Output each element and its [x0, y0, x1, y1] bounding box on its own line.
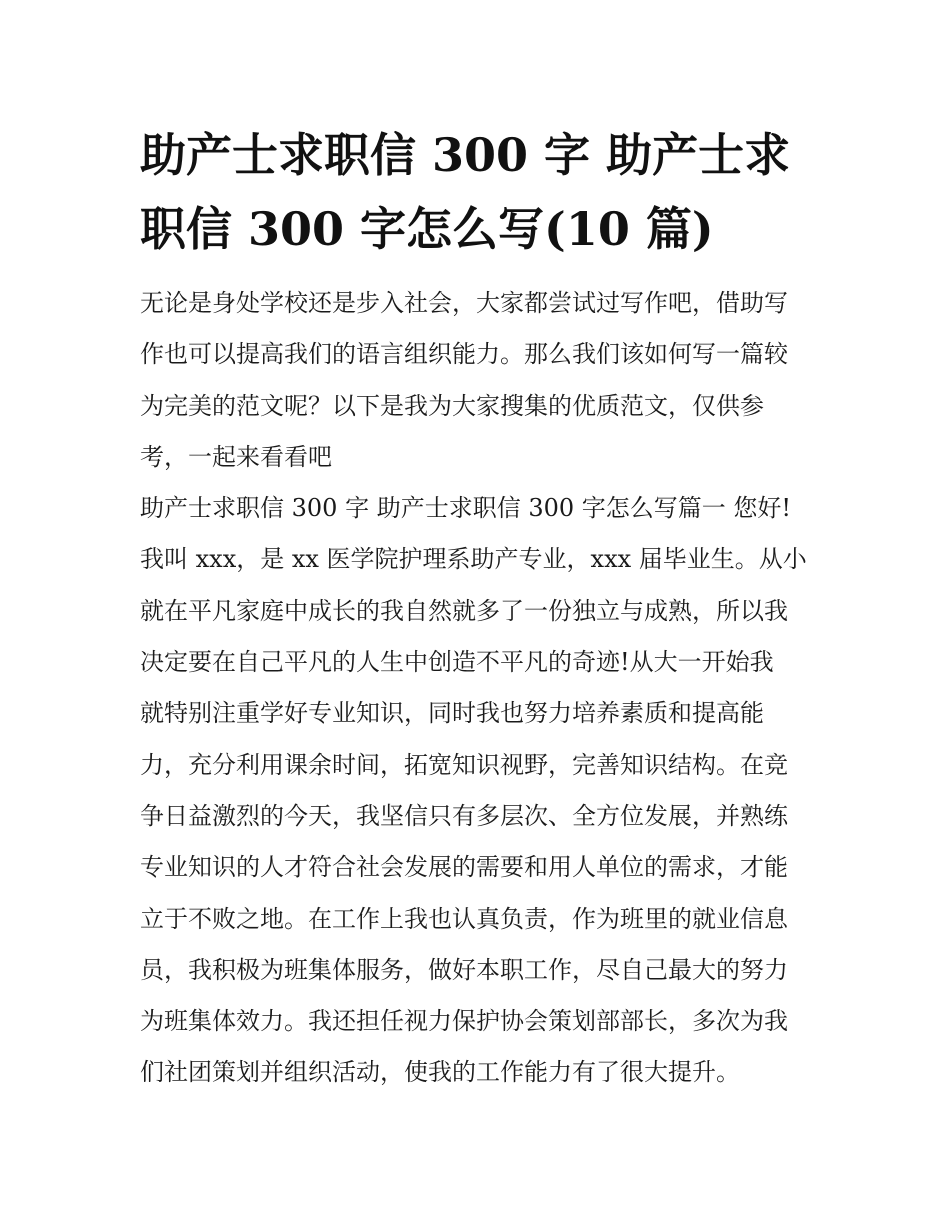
- body-line: 决定要在自己平凡的人生中创造不平凡的奇迹!从大一开始我: [140, 648, 774, 677]
- title-line: 职信 300 字怎么写(10 篇): [140, 202, 714, 256]
- title-line: 助产士求职信 300 字 助产士求: [140, 128, 791, 182]
- body-line: 考，一起来看看吧: [140, 442, 332, 471]
- body-line: 作也可以提高我们的语言组织能力。那么我们该如何写一篇较: [140, 340, 788, 369]
- body-line: 就在平凡家庭中成长的我自然就多了一份独立与成熟，所以我: [140, 596, 788, 625]
- body-line: 助产士求职信 300 字 助产士求职信 300 字怎么写篇一 您好!: [140, 494, 792, 523]
- body-line: 争日益激烈的今天，我坚信只有多层次、全方位发展，并熟练: [140, 801, 788, 830]
- body-line: 为班集体效力。我还担任视力保护协会策划部部长，多次为我: [140, 1007, 788, 1036]
- body-line: 们社团策划并组织活动，使我的工作能力有了很大提升。: [140, 1058, 740, 1087]
- body-line: 专业知识的人才符合社会发展的需要和用人单位的需求，才能: [140, 853, 788, 882]
- body-line: 我叫 xxx，是 xx 医学院护理系助产专业，xxx 届毕业生。从小: [140, 545, 807, 574]
- body-line: 员，我积极为班集体服务，做好本职工作，尽自己最大的努力: [140, 955, 788, 984]
- body-line: 无论是身处学校还是步入社会，大家都尝试过写作吧，借助写: [140, 289, 788, 317]
- body-line: 就特别注重学好专业知识，同时我也努力培养素质和提高能: [140, 699, 764, 728]
- document-title: [140, 118, 820, 266]
- body-line: 为完美的范文呢？以下是我为大家搜集的优质范文，仅供参: [140, 391, 764, 420]
- document-body: [140, 278, 820, 1099]
- body-line: 立于不败之地。在工作上我也认真负责，作为班里的就业信息: [140, 904, 788, 933]
- body-line: 力，充分利用课余时间，拓宽知识视野，完善知识结构。在竞: [140, 750, 788, 779]
